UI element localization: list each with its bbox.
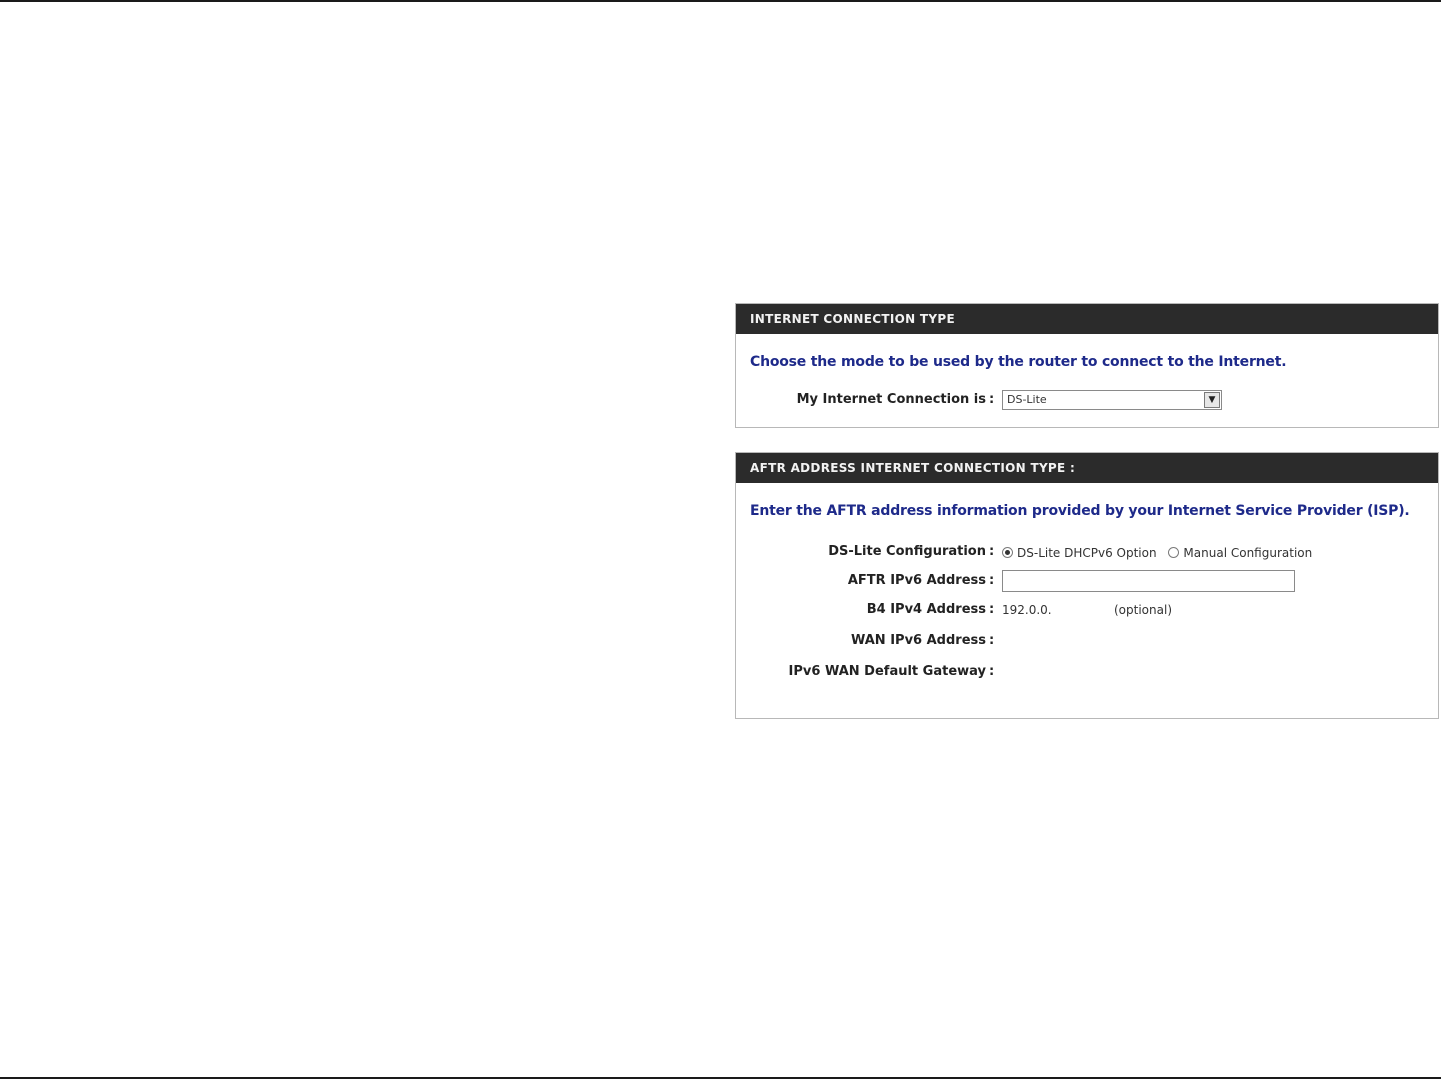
panel-description: Choose the mode to be used by the router to connect to the Internet. xyxy=(750,354,1287,370)
dslite-config-row xyxy=(736,541,1438,563)
dslite-config-label: DS-Lite Configuration xyxy=(828,544,986,559)
colon: : xyxy=(989,392,995,407)
manual-config-label: Manual Configuration xyxy=(1183,545,1313,560)
b4-ipv4-row xyxy=(736,599,1438,621)
colon: : xyxy=(989,664,995,679)
panel-header: INTERNET CONNECTION TYPE xyxy=(736,304,1438,334)
connection-type-select[interactable] xyxy=(1002,390,1222,410)
aftr-ipv6-row xyxy=(736,570,1438,592)
manual-config-radio[interactable] xyxy=(1168,547,1179,558)
panel-header: AFTR ADDRESS INTERNET CONNECTION TYPE : xyxy=(736,453,1438,483)
ipv6-gateway-label: IPv6 WAN Default Gateway xyxy=(788,664,986,679)
colon: : xyxy=(989,573,995,588)
panel-description: Enter the AFTR address information provided by your Internet Service Provider (ISP). xyxy=(750,503,1410,519)
internet-connection-type-panel xyxy=(735,303,1439,428)
ipv6-gateway-row xyxy=(736,661,1438,683)
optional-note: (optional) xyxy=(1114,603,1172,617)
colon: : xyxy=(989,633,995,648)
dslite-dhcpv6-label: DS-Lite DHCPv6 Option xyxy=(1017,545,1157,560)
dslite-dhcpv6-radio[interactable] xyxy=(1002,547,1013,558)
aftr-ipv6-label: AFTR IPv6 Address xyxy=(847,573,986,588)
connection-type-value: DS-Lite xyxy=(1007,393,1047,406)
connection-row xyxy=(736,389,1438,411)
dslite-config-options xyxy=(1002,541,1320,564)
top-rule xyxy=(0,0,1441,2)
aftr-address-panel xyxy=(735,452,1439,719)
wan-ipv6-label: WAN IPv6 Address xyxy=(850,633,986,648)
b4-ipv4-label: B4 IPv4 Address xyxy=(866,602,986,617)
colon: : xyxy=(989,602,995,617)
colon: : xyxy=(989,544,995,559)
aftr-ipv6-input[interactable] xyxy=(1002,570,1295,592)
chevron-down-icon[interactable]: ▼ xyxy=(1204,392,1220,408)
b4-ipv4-value[interactable]: 192.0.0. xyxy=(1002,603,1052,617)
connection-label: My Internet Connection is xyxy=(796,392,986,407)
wan-ipv6-row xyxy=(736,630,1438,652)
bottom-rule xyxy=(0,1077,1441,1079)
